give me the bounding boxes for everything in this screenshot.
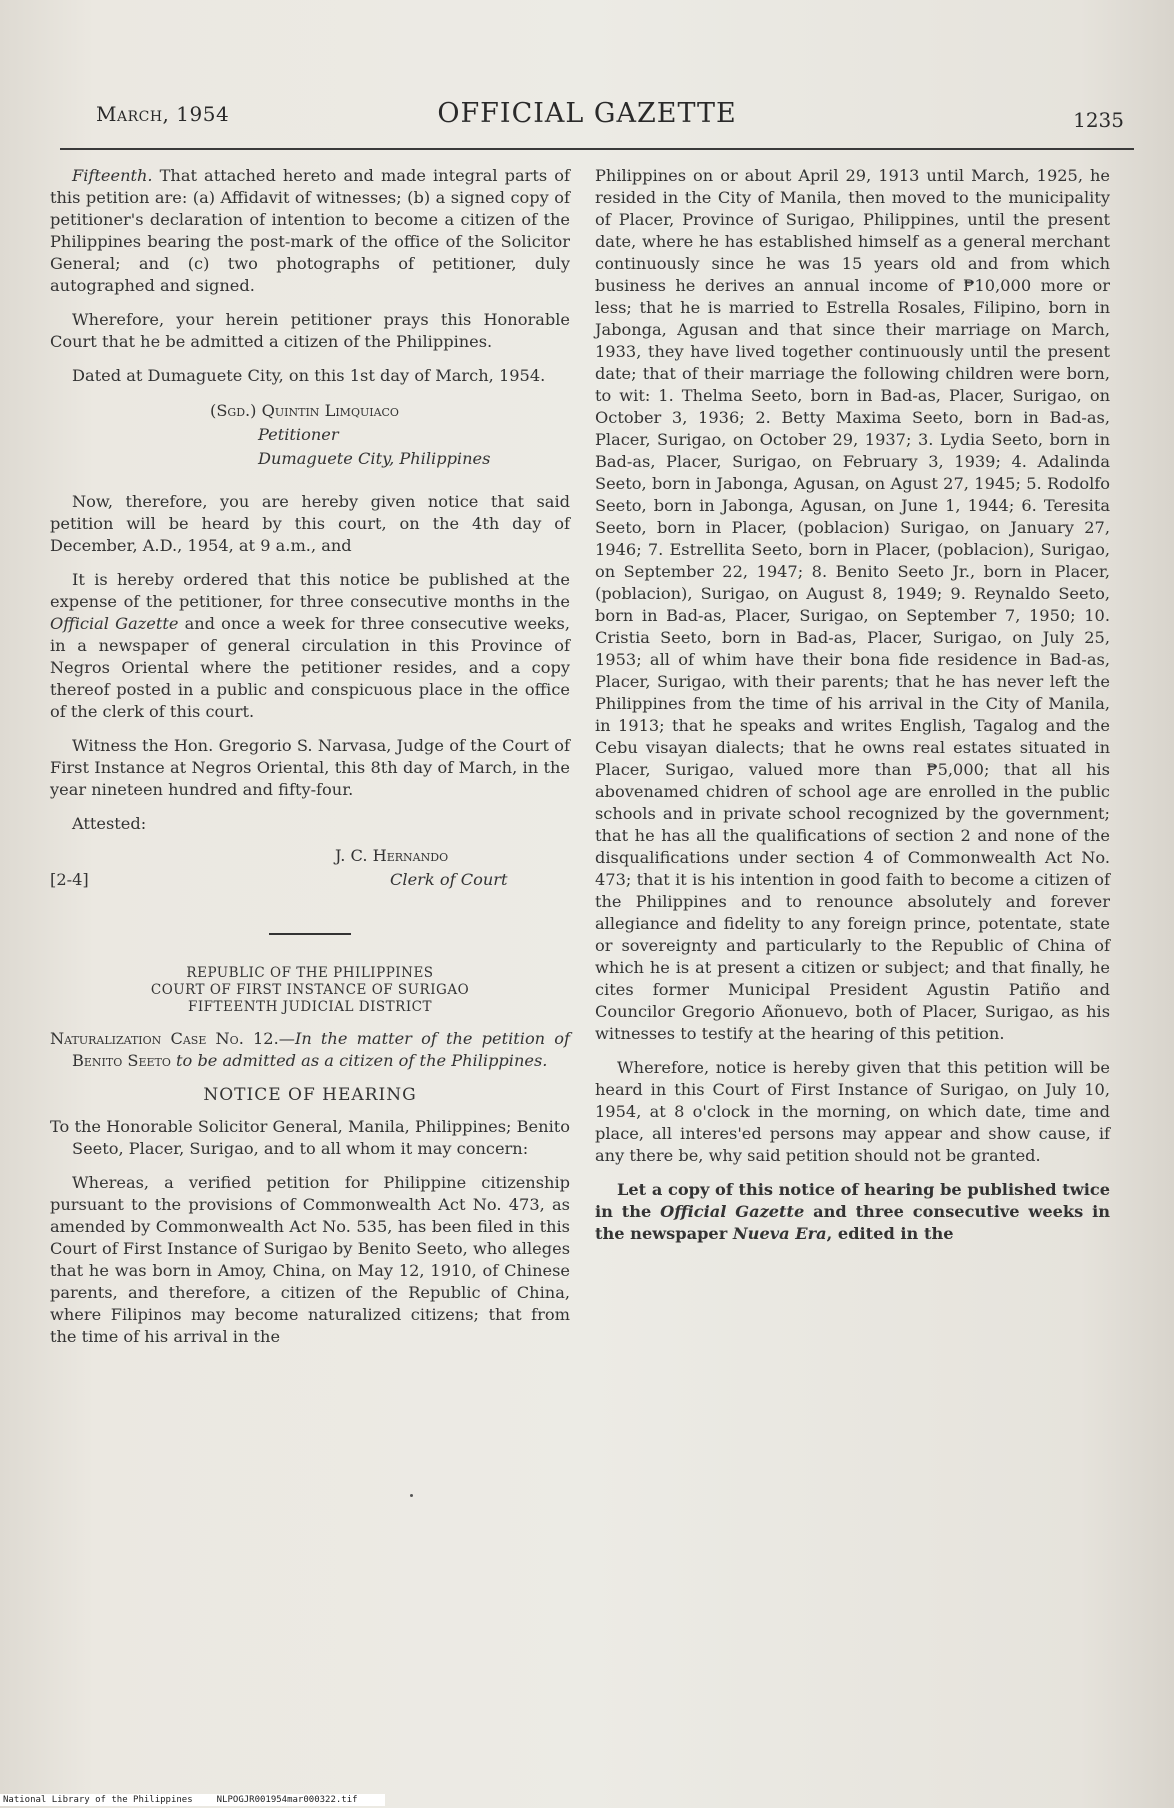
ordered-gazette: Official Gazette (50, 614, 179, 633)
clerk-signature (50, 845, 570, 899)
attested-label: Attested: (72, 814, 147, 833)
ordered-text-a: It is hereby ordered that this notice be published at the expense of the petitioner, for three consecutive months in the (50, 570, 570, 611)
page-header (0, 98, 1174, 142)
case-text-2: to be admitted as a citizen of the Philippines. (170, 1051, 548, 1070)
paragraph-wherefore: Wherefore, your herein petitioner prays this Honorable Court that he be admitted a citizen of the Philippines. (50, 310, 570, 351)
header-rule (60, 148, 1134, 150)
footer-source: National Library of the Philippines (3, 1795, 193, 1805)
section-divider (269, 933, 351, 935)
court-line-2: COURT OF FIRST INSTANCE OF SURIGAO (150, 982, 470, 998)
petitioner-signature (50, 399, 570, 471)
paragraph-residence-details: Philippines on or about April 29, 1913 until March, 1925, he resided in the City of Manila, then moved to the municipality of Placer, Province of Surigao, Philippines, until the present date, where he has established himself as a general merchant continuously since he was 15 years old and from which business he derives an annual income of ₱10,000 more or less; that he is married to Estrella Rosales, Filipino, born in Jabonga, Agusan and that since their marriage on March, 1933, they have lived together continuously until the present date; that of their marriage the following children were born, to wit: 1. Thelma Seeto, born in Bad-as, Placer, Surigao, on October 3, 1936; 2. Betty Maxima Seeto, born in Bad-as, Placer, Surigao, on October 29, 1937; 3. Lydia Seeto, born in Bad-as, Placer, Surigao, on February 3, 1939; 4. Adalinda Seeto, born in Jabonga, Agusan, on Agust 27, 1945; 5. Rodolfo Seeto, born in Jabonga, Agusan, on June 1, 1944; 6. Teresita Seeto, born in Placer, (poblacion) Surigao, on January 27, 1946; 7. Estrellita Seeto, born in Placer, (poblacion), Surigao, on September 22, 1947; 8. Benito Seeto Jr., born in Placer, (poblacion), Surigao, on August 8, 1949; 9. Reynaldo Seeto, born in Bad-as, Placer, Surigao, on September 7, 1950; 10. Cristia Seeto, born in Bad-as, Placer, Surigao, on July 25, 1953; all of whim have their bona fide residence in Bad-as, Placer, Surigao, with their parents; that he has never left the Philippines from the time of his arrival in the City of Manila, in 1913; that he speaks and writes English, Tagalog and the Cebu visayan dialects; that he owns real estates situated in Placer, Surigao, valued more than ₱5,000; that all his abovenamed chidren of school age are enrolled in the public schools and in private school recognized by the government; that he has all the qualifications of section 2 and none of the disqualifications under section 4 of Commonwealth Act No. 473; that it is his intention in good faith to become a citizen of the Philippines and to renounce absolutely and forever allegiance and fidelity to any foreign prince, potentate, state or sovereignty and particularly to the Republic of China of which he is at present a citizen or subject; and that finally, he cites former Municipal President Agustin Patiño and Councilor Gregorio Añonuevo, both of Placer, Surigao, as his witnesses to testify at the hearing of this petition. (595, 166, 1110, 1043)
court-heading (50, 965, 570, 1016)
case-dash: — (278, 1029, 295, 1048)
publication-text-b: and three consecutive weeks in the newspaper (595, 1202, 1111, 1243)
signature-line: (Sgd.) Quintin Limquiaco (210, 401, 399, 420)
clerk-name: J. C. Hernando (335, 846, 449, 865)
paragraph-whereas: Whereas, a verified petition for Philippine citizenship pursuant to the provisions of Commonwealth Act No. 473, as amended by Commonwealth Act No. 535, has been filed in this Court of First Instance of Surigao by Benito Seeto, who alleges that he was born in Amoy, China, on May 12, 1910, of Chinese parents, and therefore, a citizen of the Republic of China, where Filipinos may become naturalized citizens; that from the time of his arrival in the (50, 1173, 570, 1346)
notice-address (50, 1116, 570, 1160)
notice-title: NOTICE OF HEARING (203, 1085, 417, 1105)
left-column (50, 165, 570, 1360)
publication-newspaper: Nueva Era (732, 1224, 827, 1243)
publication-text-a: Let a copy of this notice of hearing be published twice in the (595, 1180, 1110, 1221)
fifteenth-text: That attached hereto and made integral parts of this petition are: (a) Affidavit of witnesses; (b) a signed copy of petitioner's declaration of intention to become a citizen of the Philippines bearing the post-mark of the office of the Solicitor General; and (c) two photographs of petitioner, duly autographed and signed. (50, 166, 570, 295)
case-petitioner-name: Benito Seeto (72, 1051, 171, 1070)
case-text-1: In the matter of the petition of (294, 1029, 571, 1048)
case-title: Naturalization Case No. 12. (50, 1029, 279, 1048)
ordered-text-b: and once a week for three consecutive weeks, in a newspaper of general circulation in this Province of Negros Oriental where the petitioner resides, and a copy thereof posted in a public and conspicuous place in the office of the clerk of this court. (50, 614, 571, 721)
court-line-3: FIFTEENTH JUDICIAL DISTRICT (187, 999, 432, 1015)
paragraph-hearing-notice: Wherefore, notice is hereby given that this petition will be heard in this Court of First Instance of Surigao, on July 10, 1954, at 8 o'clock in the morning, on which date, time and place, all interes'ed persons may appear and show cause, if any there be, why said petition should not be granted. (595, 1058, 1110, 1165)
case-caption (50, 1028, 570, 1072)
scan-footer (0, 1794, 385, 1806)
scan-speck (410, 1494, 413, 1497)
publication-text-c: , edited in the (826, 1224, 954, 1243)
signature-place: Dumaguete City, Philippines (258, 449, 491, 468)
paragraph-publication (595, 1179, 1110, 1245)
paragraph-witness: Witness the Hon. Gregorio S. Narvasa, Judge of the Court of First Instance at Negros Oriental, this 8th day of March, in the year nineteen hundred and fifty-four. (50, 736, 570, 799)
publication-number: [2-4] (50, 870, 89, 889)
publication-gazette: Official Gazette (660, 1202, 805, 1221)
page-number: 1235 (1073, 108, 1124, 132)
clerk-title: Clerk of Court (390, 870, 508, 889)
header-title: OFFICIAL GAZETTE (437, 98, 737, 129)
court-line-1: REPUBLIC OF THE PHILIPPINES (186, 965, 434, 981)
footer-file: NLPOGJR001954mar000322.tif (216, 1795, 358, 1805)
paragraph-ordered (50, 569, 570, 723)
paragraph-now-therefore: Now, therefore, you are hereby given notice that said petition will be heard by this court, on the 4th day of December, A.D., 1954, at 9 a.m., and (50, 492, 570, 555)
fifteenth-lead: Fifteenth. (72, 166, 153, 185)
header-date: March, 1954 (96, 102, 230, 126)
signature-role: Petitioner (258, 425, 339, 444)
right-column (595, 165, 1110, 1257)
paragraph-fifteenth (50, 165, 570, 297)
paragraph-dated: Dated at Dumaguete City, on this 1st day of March, 1954. (72, 366, 546, 385)
address-text: To the Honorable Solicitor General, Manila, Philippines; Benito Seeto, Placer, Surigao, and to all whom it may concern: (50, 1117, 570, 1158)
